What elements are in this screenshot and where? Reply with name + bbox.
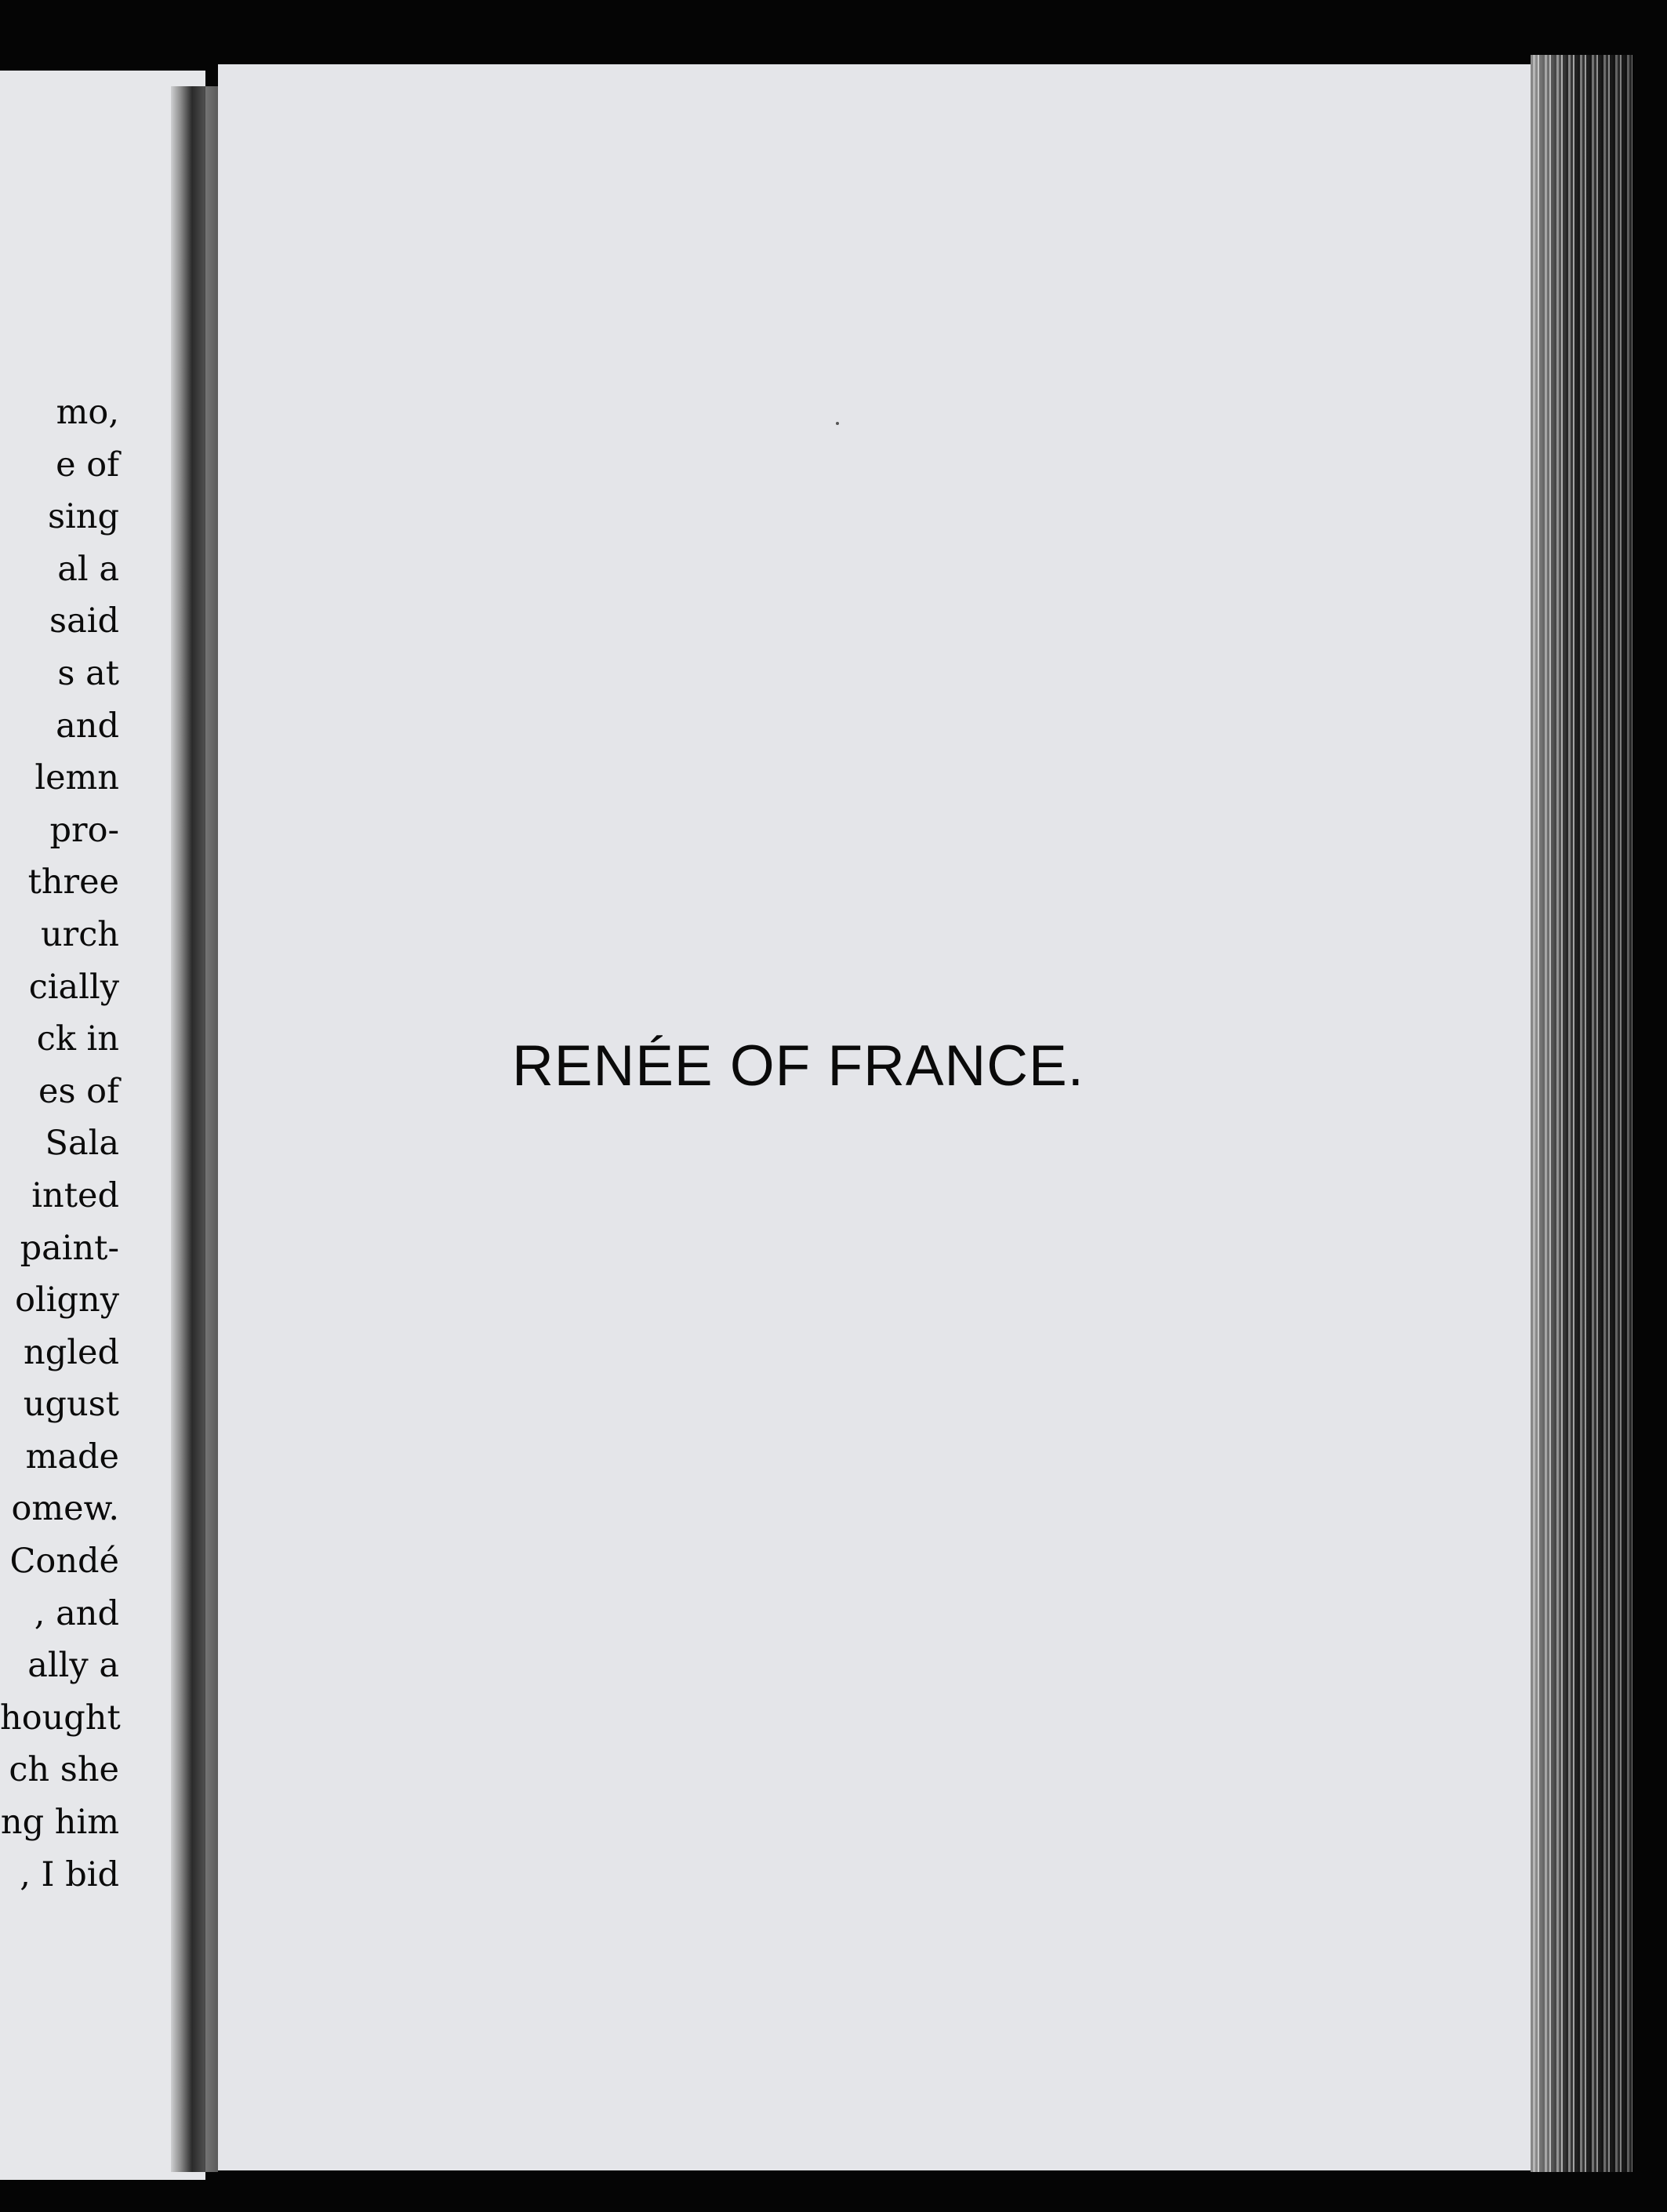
text-line: made [25,1437,119,1476]
text-line: omew. [11,1489,119,1529]
previous-page-text [0,387,119,1901]
text-line: lemn [35,758,119,798]
text-line: ugust [23,1385,119,1425]
page-edges-shade [1531,55,1632,2172]
text-line: pro- [49,810,119,850]
text-line: urch [40,914,119,954]
text-line: and [56,706,119,746]
page-title: RENÉE OF FRANCE. [512,1034,1084,1098]
text-line: cially [28,967,119,1007]
text-line: es of [38,1071,119,1111]
text-line: three [27,863,119,903]
text-line: , I bid [20,1854,119,1894]
text-line: ng him [0,1803,119,1843]
text-line: sing [47,497,119,537]
text-line: al a [57,549,119,589]
text-line: mo, [56,393,119,432]
text-line: s at [57,653,119,693]
text-line: inted [31,1175,119,1215]
text-line: said [49,601,119,641]
text-line: paint- [20,1228,119,1268]
title-page [218,64,1532,2170]
text-line: ck in [36,1019,119,1059]
text-line: e of [56,445,119,485]
text-line: ally a [27,1646,119,1686]
text-line: ch she [9,1750,119,1790]
text-line: hought [0,1698,121,1738]
text-line: ngled [24,1332,119,1372]
paper-speck [836,422,839,425]
text-line: Condé [9,1542,119,1582]
gutter-edge [205,86,218,2172]
text-line: oligny [15,1280,119,1320]
text-line: , and [34,1593,119,1633]
text-line: Sala [45,1124,119,1164]
